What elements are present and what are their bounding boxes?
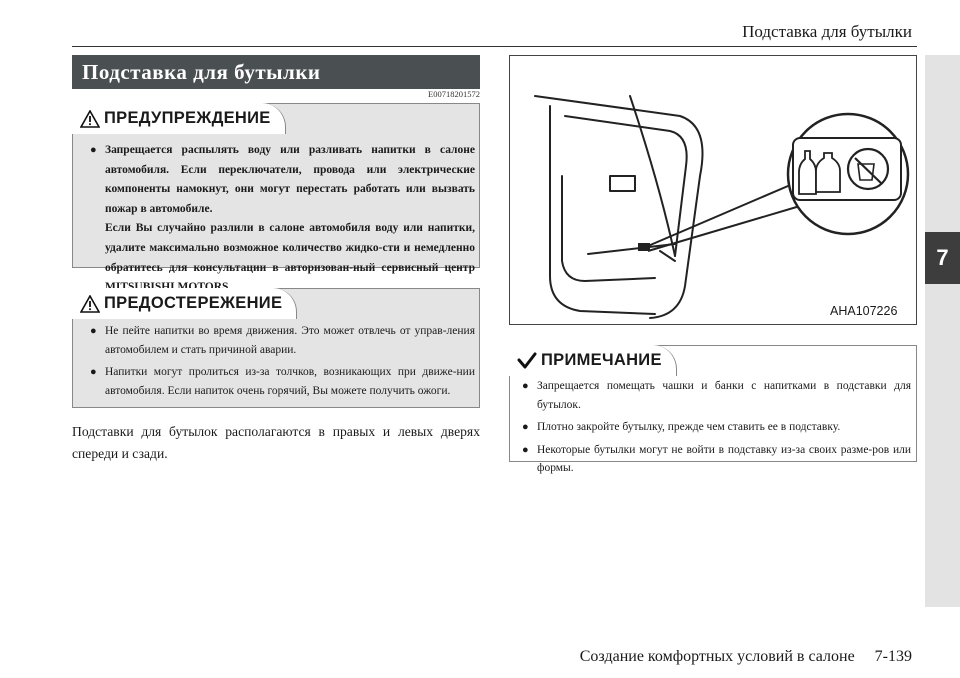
section-title: Подставка для бутылки bbox=[72, 55, 480, 89]
note-item: ● Запрещается помещать чашки и банки с напитками в подставки для бутылок. bbox=[521, 377, 911, 414]
door-bottle-holder-illustration bbox=[509, 55, 917, 325]
chapter-tab-strip bbox=[925, 55, 960, 607]
chapter-tab[interactable]: 7 bbox=[925, 232, 960, 284]
warning-box bbox=[72, 103, 480, 274]
warning-title: ПРЕДУПРЕЖДЕНИЕ bbox=[104, 109, 271, 127]
warning-paragraph: Если Вы случайно разлили в салоне автомобиля воду или напитки, удалите максимально возможное количество жидко-сти и немедленно обратитесь для консультации в авторизован-ный сервисный центр bbox=[105, 222, 475, 274]
note-item: ● Плотно закройте бутылку, прежде чем ставить ее в подставку. bbox=[521, 418, 911, 437]
caution-list bbox=[89, 322, 475, 404]
page-footer bbox=[580, 648, 912, 666]
running-header: Подставка для бутылки bbox=[742, 22, 912, 41]
note-title: ПРИМЕЧАНИЕ bbox=[541, 351, 662, 369]
footer-chapter-title: Создание комфортных условий в салоне bbox=[579, 648, 855, 665]
caution-item: ● Не пейте напитки во время движения. Это может отвлечь от управ-ления автомобилем и стать причиной аварии. bbox=[89, 322, 475, 360]
page-number: 7-139 bbox=[874, 648, 912, 665]
warning-list bbox=[89, 141, 475, 298]
caution-box bbox=[72, 288, 480, 408]
caution-title: ПРЕДОСТЕРЕЖЕНИЕ bbox=[104, 294, 283, 312]
body-paragraph: Подставки для бутылок располагаются в правых и левых дверях спереди и сзади. bbox=[72, 424, 480, 461]
illustration-code: AHA107226 bbox=[830, 304, 898, 318]
warning-triangle-icon bbox=[80, 110, 100, 128]
caution-triangle-icon bbox=[80, 295, 100, 313]
warning-paragraph: ● Запрещается распылять воду или разливать напитки в салоне автомобиля. Если переключатели, провода или электрические компоненты намокнут, они могут перестать работать или вызвать пожар в автомобиле. bbox=[89, 141, 475, 219]
door-panel-drawing bbox=[510, 56, 916, 324]
note-header bbox=[509, 345, 677, 376]
note-list bbox=[521, 377, 911, 482]
checkmark-icon bbox=[517, 352, 537, 370]
caution-item: ● Напитки могут пролиться из-за толчков, возникающих при движе-нии автомобиля. Если напиток очень горячий, Вы можете получить ожоги. bbox=[89, 363, 475, 401]
note-item: ● Некоторые бутылки могут не войти в подставку из-за своих разме-ров или формы. bbox=[521, 441, 911, 478]
warning-header bbox=[72, 103, 286, 134]
note-box bbox=[509, 345, 917, 474]
caution-header bbox=[72, 288, 297, 319]
section-code: E00718201572 bbox=[428, 89, 480, 99]
header-rule bbox=[72, 46, 917, 47]
